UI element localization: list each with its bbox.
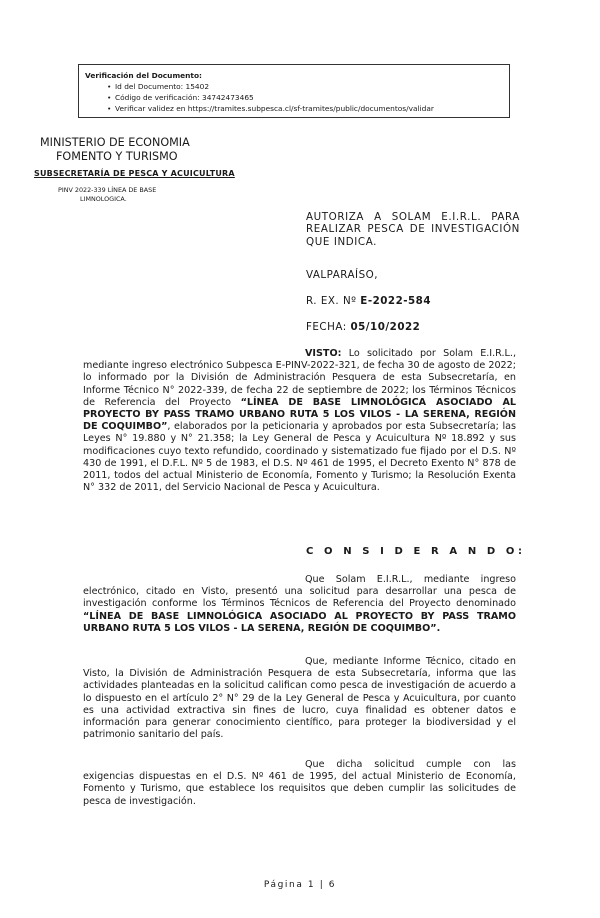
- ministry-line1: MINISTERIO DE ECONOMIA: [40, 136, 190, 149]
- ministry-line2: FOMENTO Y TURISMO: [56, 150, 178, 163]
- visto-label: VISTO:: [305, 348, 342, 359]
- visto-text-a: Lo solicitado por Solam E.I.R.L., mediante ingreso electrónico Subpesca E-PINV-2022-321, de fecha 30 de agosto de 2022; lo informado por la División de Administración Pesquera de esta Subsecretaría, en Informe Técnico N° 2022-339, de fecha 22 de septiembre de 2022; los Términos Técnicos de Referencia del Proyecto: [83, 348, 516, 408]
- visto-project: “LÍNEA DE BASE LIMNOLÓGICA ASOCIADO AL PROYECTO BY PASS TRAMO URBANO RUTA 5 LOS VILOS - LA SERENA, REGIÓN DE COQUIMBO”: [83, 396, 516, 433]
- considerando-paragraph-3: [83, 759, 516, 808]
- considerando-paragraph-1: [83, 574, 516, 635]
- reference-line2: LIMNOLOGICA.: [80, 195, 127, 203]
- resolution-number: [306, 295, 431, 307]
- verification-list: [85, 81, 503, 114]
- resolution-summary: AUTORIZA A SOLAM E.I.R.L. PARA REALIZAR PESCA DE INVESTIGACIÓN QUE INDICA.: [306, 211, 520, 248]
- visto-paragraph: [83, 348, 516, 494]
- visto-text-b: , elaborados por la peticionaria y aprobados por esta Subsecretaría; las Leyes N° 19.880 y N° 21.358; la Ley General de Pesca y Acuicultura Nº 18.892 y sus modificaciones cuyo texto refundido, coordinado y sistematizado fue fijado por el D.S. Nº 430 de 1991, el D.F.L. Nº 5 de 1983, el D.S. Nº 461 de 1995, el Decreto Exento N° 878 de 2011, todos del actual Ministerio de Economía, Fomento y Turismo; la Resolución Exenta N° 332 de 2011, del Servicio Nacional de Pesca y Acuicultura.: [83, 421, 516, 494]
- verification-box: [78, 64, 510, 118]
- verification-title: Verificación del Documento:: [85, 71, 202, 80]
- verification-item-url[interactable]: • Verificar validez en https://tramites.subpesca.cl/sf-tramites/public/documentos/validar: [85, 103, 503, 114]
- reference-line1: PINV 2022-339 LÍNEA DE BASE: [58, 186, 157, 194]
- fecha-label: FECHA:: [306, 321, 351, 333]
- resolution-date: [306, 321, 420, 333]
- verification-item-id: • Id del Documento: 15402: [85, 81, 503, 92]
- considerando-p1-text: Que Solam E.I.R.L., mediante ingreso electrónico, citado en Visto, presentó una solicitud para desarrollar una pesca de investigación conforme los Términos Técnicos de Referencia del Proyecto denominado: [83, 574, 516, 610]
- verification-item-code: • Código de verificación: 34742473465: [85, 92, 503, 103]
- fecha-value: 05/10/2022: [350, 321, 421, 333]
- considerando-heading: C O N S I D E R A N D O:: [306, 546, 526, 557]
- resolution-city: VALPARAÍSO,: [306, 269, 378, 281]
- considerando-p1-project: “LÍNEA DE BASE LIMNOLÓGICA ASOCIADO AL PROYECTO BY PASS TRAMO URBANO RUTA 5 LOS VILOS - LA SERENA, REGIÓN DE COQUIMBO”.: [83, 610, 516, 634]
- page-number: Página 1 | 6: [263, 880, 337, 890]
- rex-label: R. EX. Nº: [306, 295, 361, 307]
- subsecretaria-title: SUBSECRETARÍA DE PESCA Y ACUICULTURA: [34, 169, 235, 178]
- document-reference: [58, 186, 208, 204]
- ministry-header: [40, 136, 190, 164]
- rex-value: E-2022-584: [360, 295, 432, 307]
- considerando-paragraph-2: [83, 656, 516, 741]
- considerando-p2-text: Que, mediante Informe Técnico, citado en Visto, la División de Administración Pesquera de esta Subsecretaría, informa que las actividades planteadas en la solicitud califican como pesca de investigación de acuerdo a lo dispuesto en el artículo 2° N° 29 de la Ley General de Pesca y Acuicultura, por cuanto es una actividad extractiva sin fines de lucro, cuya finalidad es obtener datos e información para generar conocimiento científico, para proteger la biodiversidad y el patrimonio sanitario del país.: [83, 656, 516, 741]
- considerando-p3-text: Que dicha solicitud cumple con las exigencias dispuestas en el D.S. Nº 461 de 1995, del actual Ministerio de Economía, Fomento y Turismo, que establece los requisitos que deben cumplir las solicitudes de pesca de investigación.: [83, 759, 516, 807]
